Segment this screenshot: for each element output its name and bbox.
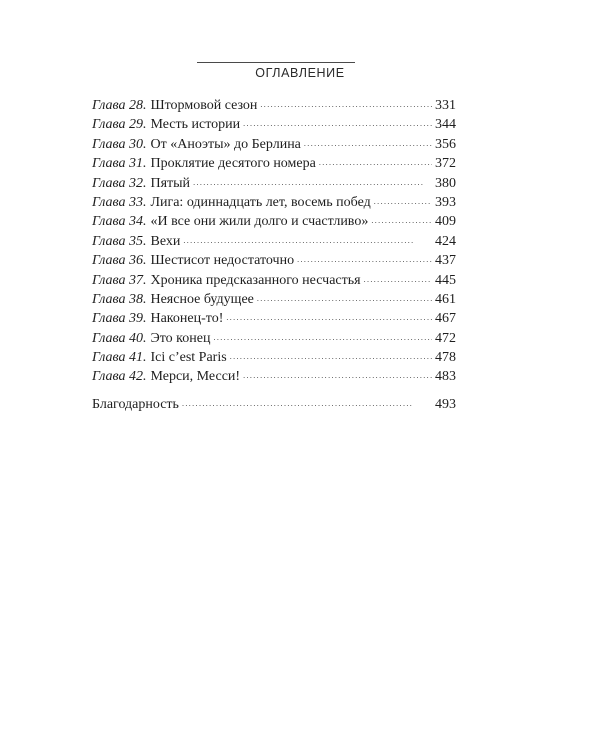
page-number: 409	[435, 214, 456, 230]
chapter-label: Глава 35.	[92, 233, 147, 249]
chapter-label: Глава 37.	[92, 272, 147, 288]
chapter-title: Мерси, Месси!	[150, 369, 241, 385]
page-number: 380	[435, 175, 456, 191]
dot-leader	[213, 327, 432, 347]
chapter-title: Пятый	[150, 175, 191, 191]
chapter-title: Месть истории	[150, 117, 241, 133]
chapter-title: Штормовой сезон	[150, 98, 258, 113]
page-number: 472	[435, 330, 456, 346]
chapter-title: Наконец-то!	[150, 311, 224, 327]
page-number: 372	[435, 156, 456, 172]
page-number: 445	[435, 272, 456, 288]
dot-leader	[260, 94, 432, 114]
dot-leader	[304, 133, 432, 153]
dot-leader	[193, 172, 432, 192]
chapter-label: Глава 32.	[92, 175, 147, 191]
dot-leader	[297, 249, 432, 269]
chapter-label: Глава 31.	[92, 156, 147, 172]
toc-entry-acknowledgements	[92, 395, 456, 414]
chapter-title: Это конец	[150, 330, 211, 346]
chapter-title: «И все они жили долго и счастливо»	[150, 214, 369, 230]
dot-leader	[243, 365, 432, 385]
dot-leader	[371, 210, 432, 230]
page-number: 437	[435, 253, 456, 269]
chapter-title: Хроника предсказанного несчастья	[150, 272, 361, 288]
page-number: 344	[435, 117, 456, 133]
dot-leader	[243, 113, 432, 133]
page-number: 356	[435, 136, 456, 152]
page-number: 331	[435, 98, 456, 113]
chapter-label: Глава 28.	[92, 98, 147, 113]
dot-leader	[374, 191, 432, 211]
chapter-label: Глава 38.	[92, 291, 147, 307]
chapter-title: Неясное будущее	[150, 291, 254, 307]
page-title: ОГЛАВЛЕНИЕ	[255, 66, 345, 80]
chapter-label: Глава 29.	[92, 117, 147, 133]
chapter-title: Ici c’est Paris	[150, 350, 227, 366]
page-number: 478	[435, 350, 456, 366]
chapter-title: От «Аноэты» до Берлина	[150, 136, 301, 152]
page-number: 467	[435, 311, 456, 327]
chapter-title: Лига: одиннадцать лет, восемь побед	[150, 194, 371, 210]
dot-leader	[257, 288, 432, 308]
dot-leader	[364, 269, 432, 289]
page-number: 461	[435, 291, 456, 307]
chapter-title: Вехи	[150, 233, 181, 249]
chapter-label: Глава 33.	[92, 194, 147, 210]
page-number: 493	[435, 396, 456, 412]
chapter-label: Глава 39.	[92, 311, 147, 327]
chapter-label: Глава 36.	[92, 253, 147, 269]
page-number: 424	[435, 233, 456, 249]
chapter-label: Глава 41.	[92, 350, 147, 366]
table-of-contents	[92, 96, 456, 414]
dot-leader	[183, 230, 432, 250]
page-number: 483	[435, 369, 456, 385]
dot-leader	[226, 307, 432, 327]
chapter-title: Шестисот недостаточно	[150, 253, 295, 269]
page-number: 393	[435, 194, 456, 210]
dot-leader	[182, 393, 432, 413]
chapter-title: Проклятие десятого номера	[150, 156, 316, 172]
header-rule	[197, 62, 355, 63]
toc-entry-chapter-42	[92, 367, 456, 386]
acknowledgements-title: Благодарность	[92, 396, 179, 412]
chapter-label: Глава 30.	[92, 136, 147, 152]
chapter-label: Глава 34.	[92, 214, 147, 230]
dot-leader	[319, 152, 432, 172]
dot-leader	[230, 346, 432, 366]
chapter-label: Глава 42.	[92, 369, 147, 385]
chapter-label: Глава 40.	[92, 330, 147, 346]
